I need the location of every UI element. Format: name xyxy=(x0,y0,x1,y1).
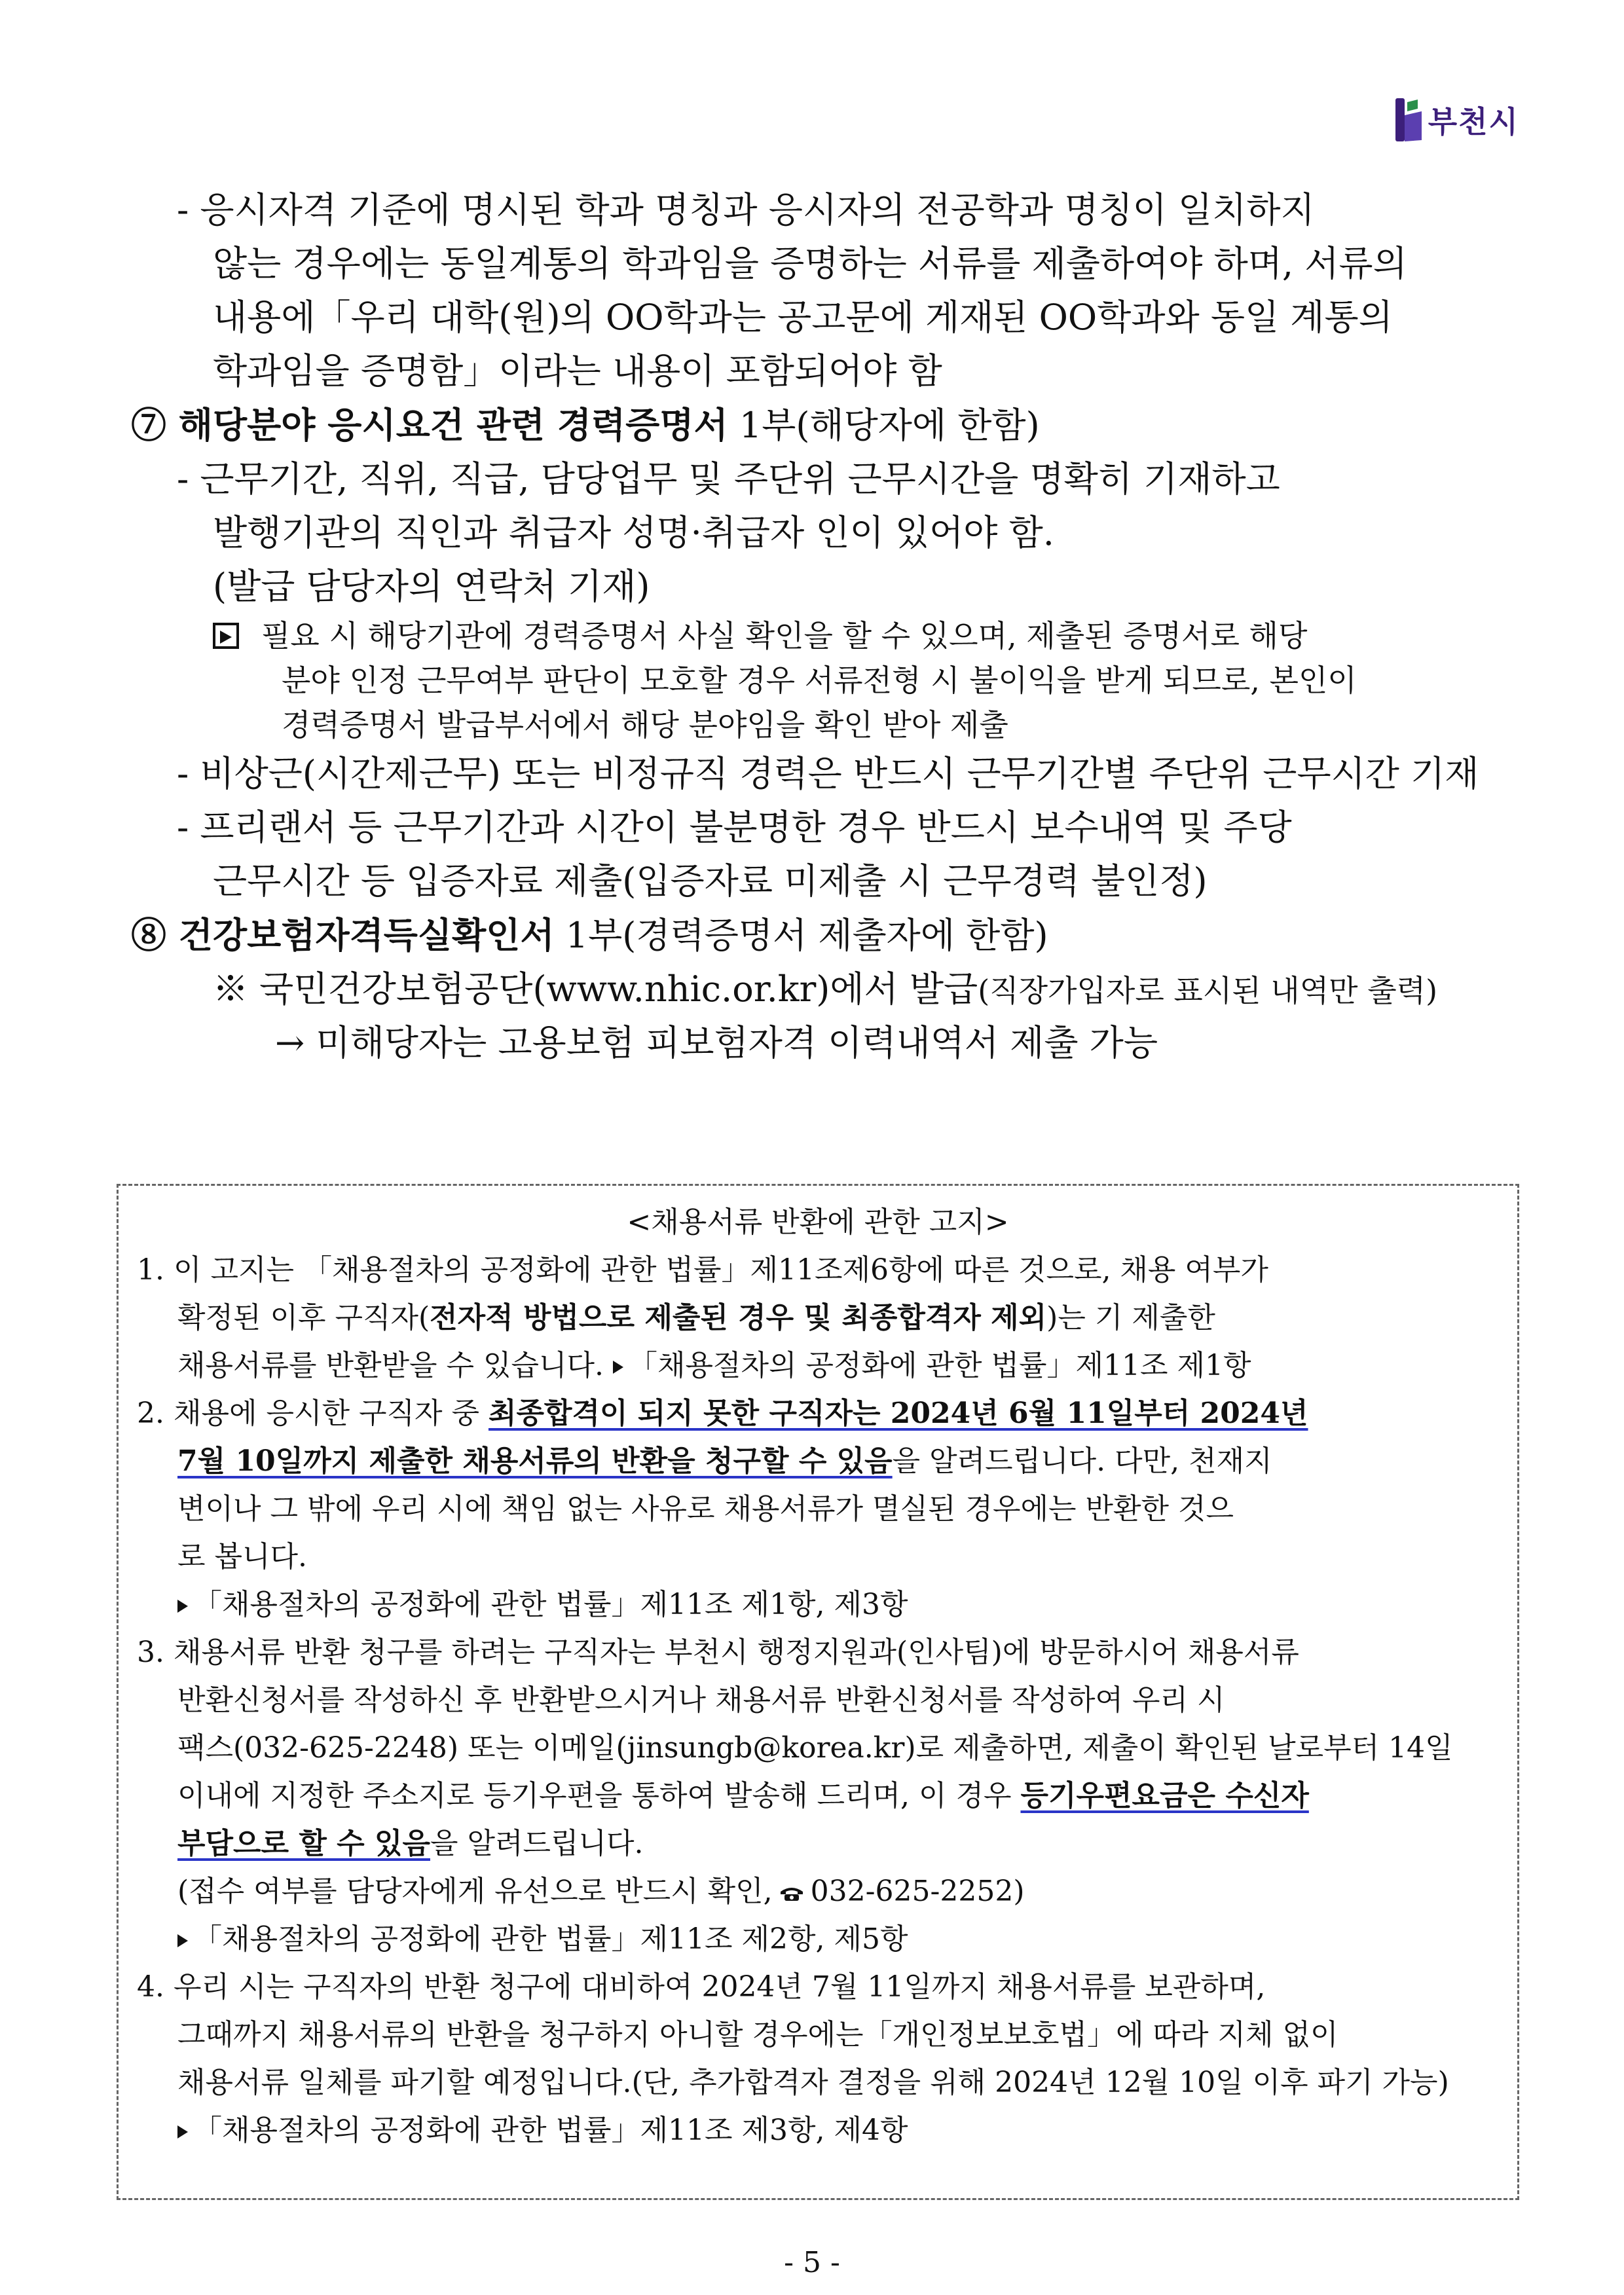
text-line: - 프리랜서 등 근무기간과 시간이 불분명한 경우 반드시 보수내역 및 주당 xyxy=(177,807,1292,848)
law-reference: 「채용절차의 공정화에 관한 법률」제11조 제1항 xyxy=(629,1349,1251,1382)
notice-line: 채용서류 일체를 파기할 예정입니다.(단, 추가합격자 결정을 위해 2024년 12월 10일 이후 파기 가능) xyxy=(177,2066,1449,2099)
document-body xyxy=(131,183,1513,1070)
law-reference: 「채용절차의 공정화에 관한 법률」제11조 제3항, 제4항 xyxy=(193,2114,908,2147)
notice-line xyxy=(137,1294,1499,1342)
text-line: 학과임을 증명함」이라는 내용이 포함되어야 함 xyxy=(213,350,942,392)
item-7-scope: 1부(해당자에 한함) xyxy=(728,405,1040,446)
notice-text: 을 알려드립니다. xyxy=(430,1827,644,1860)
notice-text: (접수 여부를 담당자에게 유선으로 반드시 확인, xyxy=(177,1875,773,1908)
notice-text: 2. 채용에 응시한 구직자 중 xyxy=(137,1397,489,1430)
note-text: ※ 국민건강보험공단(www.nhic.or.kr)에서 발급 xyxy=(213,968,978,1010)
bucheon-logo xyxy=(1395,98,1519,141)
item-8-note xyxy=(131,963,1513,1016)
notice-line xyxy=(137,1820,1499,1867)
notice-line xyxy=(137,2106,1499,2154)
text-line: - 비상근(시간제근무) 또는 비정규직 경력은 반드시 근무기간별 주단위 근무시간 기재 xyxy=(177,753,1479,794)
note-text: 필요 시 해당기관에 경력증명서 사실 확인을 할 수 있으며, 제출된 증명서로 해당 xyxy=(261,618,1308,653)
notice-line xyxy=(137,1581,1499,1628)
underlined-text: 최종합격이 되지 못한 구직자는 2024년 6월 11일부터 2024년 xyxy=(488,1397,1308,1430)
notice-line: 그때까지 채용서류의 반환을 청구하지 아니할 경우에는「개인정보보호법」에 따라 지체 없이 xyxy=(177,2018,1338,2051)
document-return-notice xyxy=(117,1184,1519,2200)
notice-text: 이내에 지정한 주소지로 등기우편을 통하여 발송해 드리며, 이 경우 xyxy=(177,1779,1021,1812)
triangle-bullet-icon xyxy=(177,1600,188,1613)
arrow-box-icon xyxy=(213,623,239,649)
notice-line: 4. 우리 시는 구직자의 반환 청구에 대비하여 2024년 7월 11일까지 채용서류를 보관하며, xyxy=(137,1970,1266,2004)
triangle-bullet-icon xyxy=(177,1934,188,1947)
notice-line xyxy=(137,1915,1499,1963)
notice-line xyxy=(137,1772,1499,1820)
notice-bold-text: 전자적 방법으로 제출된 경우 및 최종합격자 제외 xyxy=(430,1301,1047,1334)
item-8-scope: 1부(경력증명서 제출자에 한함) xyxy=(554,915,1048,956)
notice-line xyxy=(137,1867,1499,1915)
item-7-title: ⑦ 해당분야 응시요건 관련 경력증명서 xyxy=(131,404,728,446)
text-line: - 응시자격 기준에 명시된 학과 명칭과 응시자의 전공학과 명칭이 일치하지 xyxy=(177,189,1315,230)
underlined-text: 등기우편요금은 수신자 xyxy=(1020,1779,1309,1812)
bucheon-logo-icon xyxy=(1395,98,1422,141)
item-8-title: ⑧ 건강보험자격득실확인서 xyxy=(131,914,555,956)
notice-line: 1. 이 고지는 「채용절차의 공정화에 관한 법률」제11조제6항에 따른 것으로, 채용 여부가 xyxy=(137,1253,1268,1287)
phone-number: 032-625-2252) xyxy=(810,1875,1025,1908)
notice-line: 로 봅니다. xyxy=(177,1540,307,1573)
item-8-heading xyxy=(131,908,1513,963)
text-line: 근무시간 등 입증자료 제출(입증자료 미제출 시 근무경력 불인정) xyxy=(213,860,1208,902)
notice-title: <채용서류 반환에 관한 고지> xyxy=(627,1205,1009,1239)
notice-text: )는 기 제출한 xyxy=(1046,1301,1215,1334)
text-line: 않는 경우에는 동일계통의 학과임을 증명하는 서류를 제출하여야 하며, 서류의 xyxy=(213,243,1407,284)
text-line: (발급 담당자의 연락처 기재) xyxy=(213,566,650,607)
text-line: 경력증명서 발급부서에서 해당 분야임을 확인 받아 제출 xyxy=(282,707,1008,743)
telephone-icon xyxy=(779,1885,804,1902)
notice-line: 반환신청서를 작성하신 후 반환받으시거나 채용서류 반환신청서를 작성하여 우리 시 xyxy=(177,1683,1225,1717)
text-line: 발행기관의 직인과 취급자 성명·취급자 인이 있어야 함. xyxy=(213,512,1054,553)
text-line: → 미해당자는 고용보험 피보험자격 이력내역서 제출 가능 xyxy=(275,1022,1158,1063)
item-7-note xyxy=(131,614,1513,658)
underlined-text: 7월 10일까지 제출한 채용서류의 반환을 청구할 수 있음 xyxy=(177,1444,893,1478)
notice-line: 변이나 그 밖에 우리 시에 책임 없는 사유로 채용서류가 멸실된 경우에는 반환한 것으 xyxy=(177,1492,1234,1526)
triangle-bullet-icon xyxy=(613,1361,623,1374)
notice-text: 확정된 이후 구직자( xyxy=(177,1301,430,1334)
logo-text: 부천시 xyxy=(1428,104,1519,139)
notice-text: 채용서류를 반환받을 수 있습니다. xyxy=(177,1349,613,1382)
text-line: 분야 인정 근무여부 판단이 모호할 경우 서류전형 시 불이익을 받게 되므로, 본인이 xyxy=(282,663,1357,698)
law-reference: 「채용절차의 공정화에 관한 법률」제11조 제2항, 제5항 xyxy=(193,1922,908,1956)
notice-line: 3. 채용서류 반환 청구를 하려는 구직자는 부천시 행정지원과(인사팀)에 방문하시어 채용서류 xyxy=(137,1636,1299,1669)
text-line: 내용에「우리 대학(원)의 OO학과는 공고문에 게재된 OO학과와 동일 계통의 xyxy=(213,297,1393,338)
law-reference: 「채용절차의 공정화에 관한 법률」제11조 제1항, 제3항 xyxy=(193,1588,908,1621)
note-small-text: (직장가입자로 표시된 내역만 출력) xyxy=(978,973,1438,1008)
notice-line xyxy=(137,1389,1499,1437)
item-7-heading xyxy=(131,398,1513,452)
page-number: - 5 - xyxy=(784,2246,840,2279)
notice-line: 팩스(032-625-2248) 또는 이메일(jinsungb@korea.kr)로 제출하면, 제출이 확인된 날로부터 14일 xyxy=(177,1731,1453,1765)
notice-text: 을 알려드립니다. 다만, 천재지 xyxy=(892,1444,1272,1478)
text-line: - 근무기간, 직위, 직급, 담당업무 및 주단위 근무시간을 명확히 기재하고 xyxy=(177,458,1280,500)
notice-line xyxy=(137,1437,1499,1485)
notice-line xyxy=(137,1342,1499,1389)
triangle-bullet-icon xyxy=(177,2125,188,2139)
underlined-text: 부담으로 할 수 있음 xyxy=(177,1827,430,1860)
